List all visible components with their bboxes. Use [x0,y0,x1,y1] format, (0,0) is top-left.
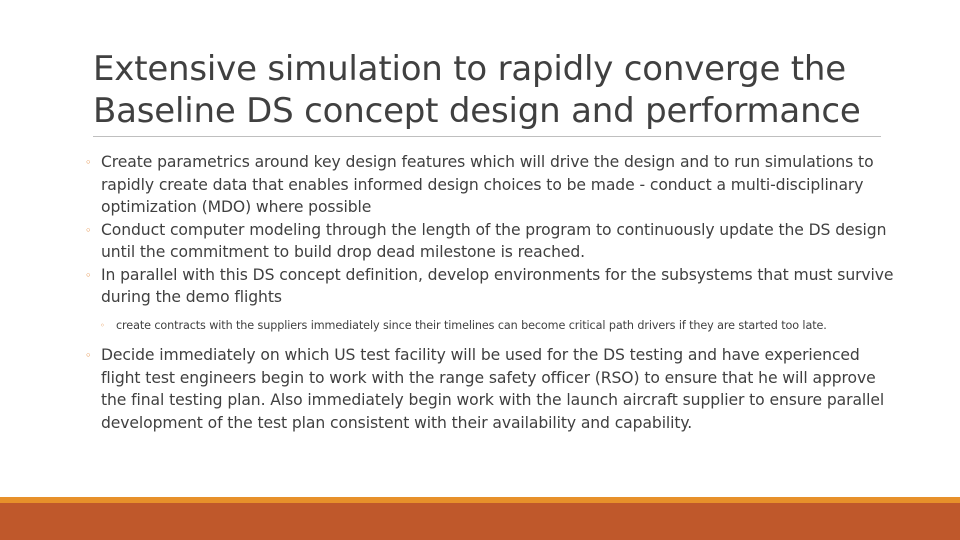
bullet-marker: ◦ [85,223,92,237]
sub-bullet-marker: ◦ [100,320,105,330]
bullet-text: In parallel with this DS concept definition, develop environments for the subsystems that must survive during the demo flights [101,265,894,306]
bullet-item [85,264,895,309]
bullet-marker: ◦ [85,349,92,362]
footer-band [0,503,960,540]
bullet-text: Decide immediately on which US test facility will be used for the DS testing and have experienced flight test engineers begin to work with the range safety officer (RSO) to ensure that he will approve the final testing plan. Also immediately begin work with the launch aircraft supplier to ensure parallel development of the test plan consistent with their availability and capability. [101,346,885,432]
bullet-item [85,219,895,264]
sub-bullet-text: create contracts with the suppliers immediately since their timelines can become critical path drivers if they are started too late. [116,318,827,332]
bullet-text: Conduct computer modeling through the length of the program to continuously update the DS design until the commitment to build drop dead milestone is reached. [101,220,887,261]
bullet-text: Create parametrics around key design features which will drive the design and to run simulations to rapidly create data that enables informed design choices to be made - conduct a multi-disciplinary optimization (MDO) where possible [101,153,874,216]
slide-title: Extensive simulation to rapidly converge the Baseline DS concept design and performance [93,49,861,131]
bullet-marker: ◦ [85,268,92,282]
slide-body [85,151,895,434]
sub-bullet-item [85,317,895,335]
bullet-marker: ◦ [85,156,92,169]
bullet-item [85,344,895,434]
bullet-item [85,151,895,219]
title-divider [93,136,881,137]
